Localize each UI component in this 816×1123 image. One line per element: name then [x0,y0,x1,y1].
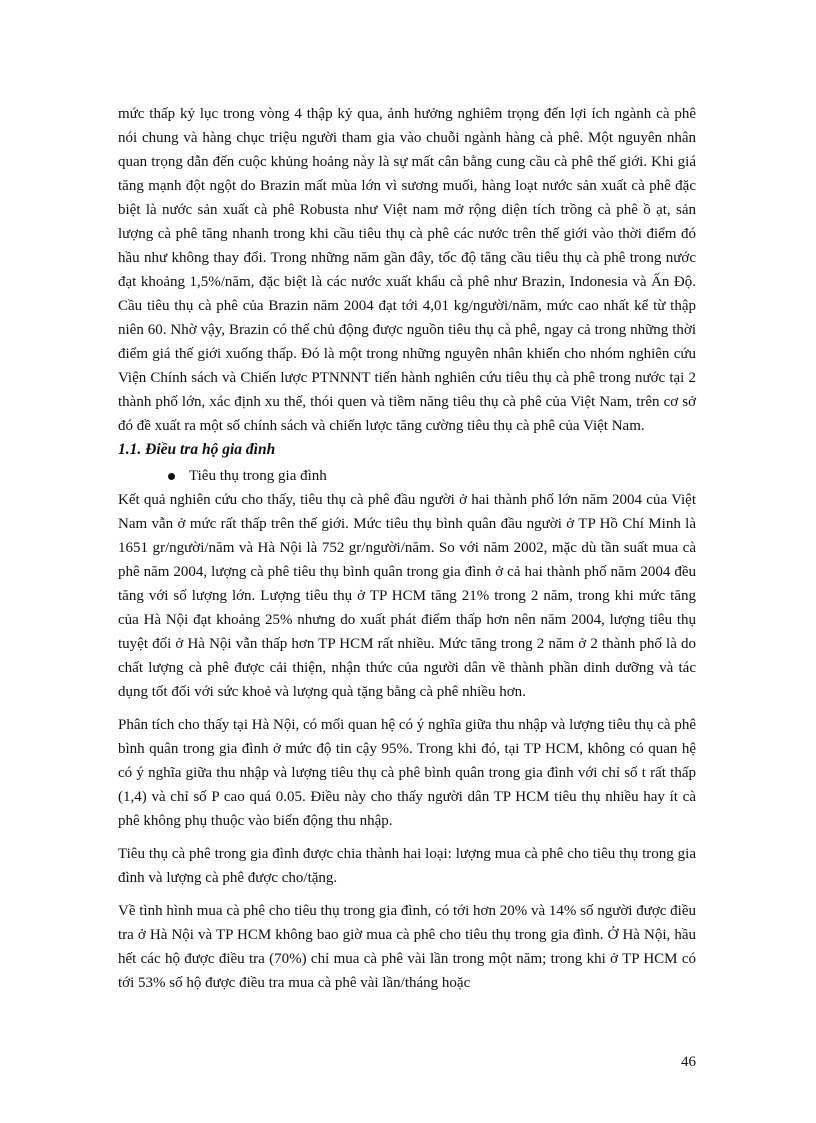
bullet-item [118,464,696,488]
paragraph-intro: mức thấp kỷ lục trong vòng 4 thập kỷ qua, ảnh hưởng nghiêm trọng đến lợi ích ngành cà phê nói chung và hàng chục triệu người tham gia vào chuỗi ngành hàng cà phê. Một nguyên nhân quan trọng dẫn đến cuộc khủng hoảng này là sự mất cân bằng cung cầu cà phê thế giới. Khi giá tăng mạnh đột ngột do Brazin mất mùa lớn vì sương muối, hàng loạt nước sản xuất cà phê đặc biệt là nước sản xuất cà phê Robusta như Việt nam mở rộng diện tích trồng cà phê ồ ạt, sản lượng cà phê tăng nhanh trong khi cầu tiêu thụ cà phê các nước trên thế giới vào thời điểm đó hầu như không thay đổi. Trong những năm gần đây, tốc độ tăng cầu tiêu thụ cà phê trong nước đạt khoảng 1,5%/năm, đặc biệt là các nước xuất khẩu cà phê như Brazin, Indonesia và Ấn Độ. Cầu tiêu thụ cà phê của Brazin năm 2004 đạt tới 4,01 kg/người/năm, mức cao nhất kể từ thập niên 60. Nhờ vậy, Brazin có thể chủ động được nguồn tiêu thụ cà phê, ngay cả trong những thời điểm giá thế giới xuống thấp. Đó là một trong những nguyên nhân khiến cho nhóm nghiên cứu Viện Chính sách và Chiến lược PTNNNT tiến hành nghiên cứu tiêu thụ cà phê trong nước tại 2 thành phố lớn, xác định xu thế, thói quen và tiềm năng tiêu thụ cà phê của Việt Nam, trên cơ sở đó đề xuất ra một số chính sách và chiến lược tăng cường tiêu thụ cà phê của Việt Nam. [118,106,696,434]
paragraph-results: Kết quả nghiên cứu cho thấy, tiêu thụ cà phê đầu người ở hai thành phố lớn năm 2004 của Việt Nam vẫn ở mức rất thấp trên thế giới. Mức tiêu thụ bình quân đầu người ở TP Hồ Chí Minh là 1651 gr/người/năm và Hà Nội là 752 gr/người/năm. So với năm 2002, mặc dù tần suất mua cà phê năm 2004, lượng cà phê tiêu thụ bình quân trong gia đình ở cả hai thành phố năm 2004 đều tăng với số lượng lớn. Lượng tiêu thụ ở TP HCM tăng 21% trong 2 năm, trong khi mức tăng của Hà Nội đạt khoảng 25% nhưng do xuất phát điểm thấp hơn nên năm 2004, lượng tiêu thụ tuyệt đối ở Hà Nội vẫn thấp hơn TP HCM rất nhiều. Mức tăng trong 2 năm ở 2 thành phố là do chất lượng cà phê được cải thiện, nhận thức của người dân về thành phần dinh dưỡng và tác dụng tốt đối với sức khoẻ và lượng quà tặng bằng cà phê nhiều hơn. [118,492,696,700]
paragraph-analysis: Phân tích cho thấy tại Hà Nội, có mối quan hệ có ý nghĩa giữa thu nhập và lượng tiêu thụ cà phê bình quân trong gia đình ở mức độ tin cậy 95%. Trong khi đó, tại TP HCM, không có quan hệ có ý nghĩa giữa thu nhập và lượng tiêu thụ cà phê bình quân trong gia đình với chỉ số t rất thấp (1,4) và chỉ số P cao quá 0.05. Điều này cho thấy người dân TP HCM tiêu thụ nhiều hay ít cà phê không phụ thuộc vào biến động thu nhập. [118,717,696,829]
document-body [118,102,696,995]
page-number: 46 [681,1054,696,1070]
section-heading: 1.1. Điều tra hộ gia đình [118,441,276,458]
paragraph-purchase: Về tình hình mua cà phê cho tiêu thụ trong gia đình, có tới hơn 20% và 14% số người được điều tra ở Hà Nội và TP HCM không bao giờ mua cà phê cho tiêu thụ trong gia đình. Ở Hà Nội, hầu hết các hộ được điều tra (70%) chỉ mua cà phê vài lần trong một năm; trong khi ở TP HCM có tới 53% số hộ được điều tra mua cà phê vài lần/tháng hoặc [118,903,696,991]
paragraph-consumption-types: Tiêu thụ cà phê trong gia đình được chia thành hai loại: lượng mua cà phê cho tiêu thụ trong gia đình và lượng cà phê được cho/tặng. [118,846,696,886]
bullet-dot-icon [168,473,175,480]
bullet-item-label: Tiêu thụ trong gia đình [189,468,327,484]
